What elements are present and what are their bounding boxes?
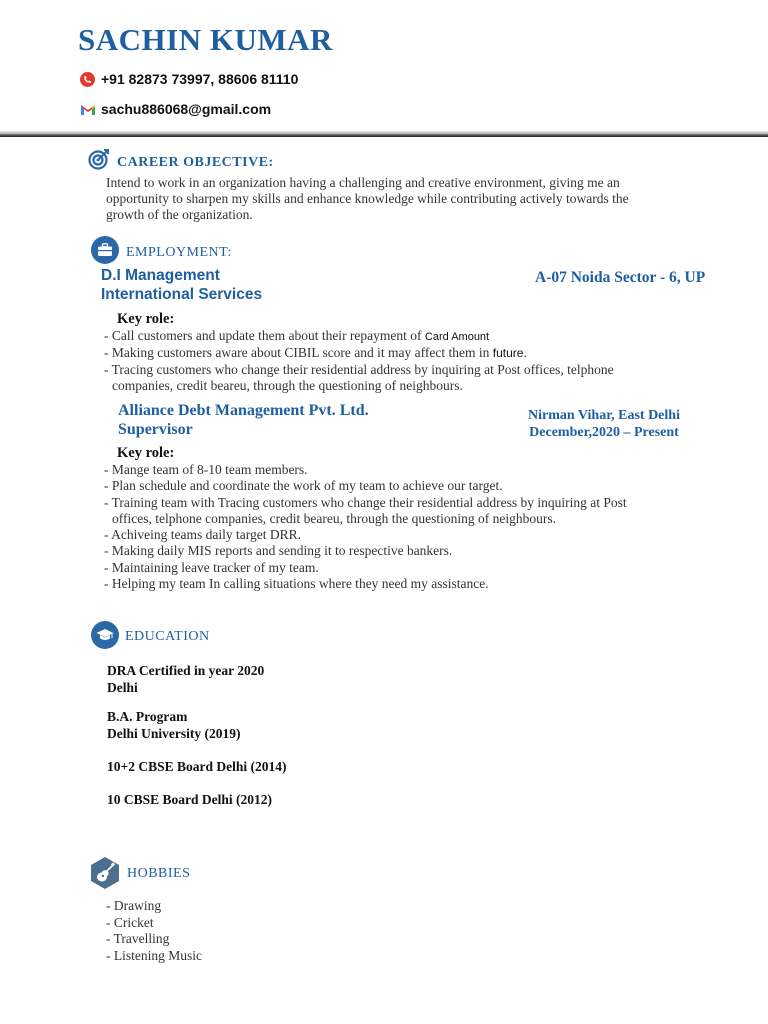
education-heading: EDUCATION: [125, 629, 210, 644]
education-entry-12th: 10+2 CBSE Board Delhi (2014): [107, 759, 287, 774]
phone-icon: [80, 72, 95, 87]
list-item: - Cricket: [106, 914, 154, 930]
hobbies-heading: HOBBIES: [127, 866, 191, 881]
list-item: - Mange team of 8-10 team members.: [104, 462, 308, 477]
email-row: [80, 101, 271, 117]
phone-numbers: +91 82873 73997, 88606 81110: [101, 71, 299, 87]
job2-period: December,2020 – Present: [529, 425, 679, 440]
career-line: Intend to work in an organization having a challenging and creative environment, giving me an: [106, 175, 620, 190]
job1-bullets: [104, 328, 614, 394]
list-item: - Helping my team In calling situations where they need my assistance.: [104, 576, 489, 592]
list-item: - Plan schedule and coordinate the work of my team to achieve our target.: [104, 478, 503, 494]
employment-heading: EMPLOYMENT:: [126, 245, 232, 260]
list-item: companies, credit beareu, through the questioning of neighbours.: [112, 377, 463, 393]
education-entry-dra: [107, 662, 264, 696]
list-item: - Call customers and update them about their repayment of Card Amount: [104, 328, 490, 343]
gmail-icon: [80, 103, 96, 115]
guitar-icon: [89, 856, 121, 895]
hobbies-list: [106, 898, 202, 964]
education-entry-10th: 10 CBSE Board Delhi (2012): [107, 792, 273, 807]
career-objective-heading: CAREER OBJECTIVE:: [117, 155, 274, 170]
job2-role: Supervisor: [118, 421, 193, 438]
list-item: - Maintaining leave tracker of my team.: [104, 559, 319, 575]
list-item: - Making daily MIS reports and sending it to respective bankers.: [104, 543, 453, 559]
list-item: - Drawing: [106, 898, 162, 913]
job2-bullets: [104, 462, 627, 592]
phone-row: [80, 71, 298, 87]
job2-company: [118, 401, 369, 439]
list-item: - Travelling: [106, 931, 170, 946]
education-line: Delhi: [107, 680, 138, 695]
job1-company-line: International Services: [101, 286, 263, 303]
education-line: DRA Certified in year 2020: [107, 663, 265, 678]
career-line: growth of the organization.: [106, 207, 253, 222]
candidate-name: SACHIN KUMAR: [78, 22, 333, 57]
header-divider: [0, 131, 768, 137]
career-line: opportunity to sharpen my skills and enhance knowledge while contributing actively towards the: [106, 191, 629, 206]
job1-key-role-label: Key role:: [117, 311, 175, 327]
job2-location-period: [512, 407, 696, 441]
job2-key-role-label: Key role:: [117, 445, 175, 461]
list-item: - Listening Music: [106, 947, 202, 963]
list-item: offices, telphone companies, credit beareu, through the questioning of neighbours.: [112, 510, 557, 526]
briefcase-icon: [91, 236, 119, 264]
list-item: - Tracing customers who change their residential address by inquiring at Post offices, telphone: [104, 361, 614, 377]
job2-company-name: Alliance Debt Management Pvt. Ltd.: [118, 402, 369, 419]
graduation-cap-icon: [91, 621, 119, 649]
job1-location: A-07 Noida Sector - 6, UP: [535, 269, 706, 286]
education-line: B.A. Program: [107, 709, 188, 724]
career-objective-text: [106, 175, 629, 223]
list-item: - Making customers aware about CIBIL score and it may affect them in future.: [104, 345, 527, 361]
job1-company: [101, 266, 262, 304]
job2-location: Nirman Vihar, East Delhi: [528, 408, 680, 423]
list-item: - Achiveing teams daily target DRR.: [104, 527, 301, 543]
education-line: Delhi University (2019): [107, 726, 241, 741]
job1-company-line: D.I Management: [101, 267, 220, 284]
education-entry-ba: [107, 708, 240, 742]
email-address[interactable]: sachu886068@gmail.com: [101, 101, 272, 117]
target-icon: [88, 148, 110, 175]
list-item: - Training team with Tracing customers who change their residential address by inquiring at Post: [104, 494, 627, 510]
